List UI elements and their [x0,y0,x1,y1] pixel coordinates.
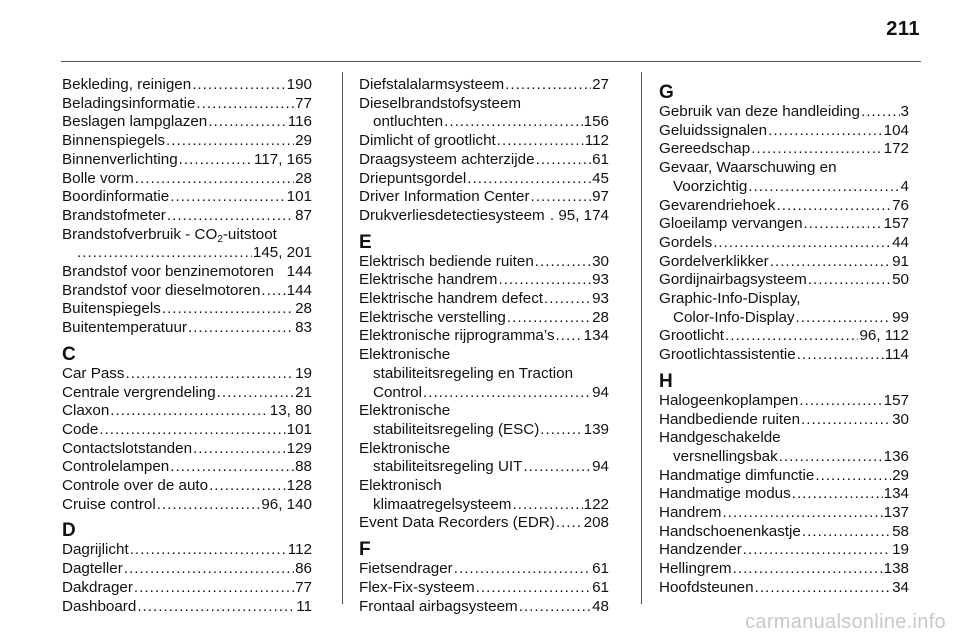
leader-dots [770,253,891,272]
index-column-3 [659,76,909,598]
entry-term: Beladingsinformatie [62,94,196,112]
entry-term: Gordijnairbagsysteem [659,271,807,289]
index-entry [62,421,312,440]
entry-term: Dagteller [62,560,123,578]
index-entry [62,458,312,477]
leader-dots [162,300,294,319]
entry-term: ontluchten [373,113,444,131]
entry-page-ref: 77 [295,578,312,596]
index-entry [62,207,312,226]
index-entry [62,300,312,319]
index-entry [62,440,312,459]
entry-page-ref: 29 [892,466,909,484]
entry-page-ref: 11 [296,597,312,615]
entry-page-ref: 190 [286,76,312,93]
index-entry [359,477,609,514]
entry-term: Elektrisch bediende ruiten [359,252,534,270]
entry-page-ref: 93 [592,271,609,289]
entry-page-ref: 30 [892,410,909,428]
leader-dots [755,579,892,598]
leader-dots [777,197,892,216]
index-column-1 [62,76,312,616]
entry-page-ref: 30 [592,252,609,270]
index-entry [359,151,609,170]
leader-dots [261,282,285,301]
index-entry [659,485,909,504]
entry-page-ref: 139 [583,420,609,438]
index-entry [62,598,312,617]
entry-term: Grootlicht [659,327,724,345]
entry-term: Elektrische handrem defect [359,290,544,308]
entry-term: Elektrische verstelling [359,308,506,326]
entry-page-ref: 21 [295,383,312,401]
leader-dots [188,319,294,338]
leader-dots [751,140,882,159]
header-divider [61,61,921,62]
leader-dots [166,132,294,151]
entry-term: Control [373,383,422,401]
entry-page-ref: 128 [286,477,312,495]
entry-term: Brandstofmeter [62,206,166,224]
index-section [359,540,609,616]
index-entry [659,253,909,272]
leader-dots [792,485,883,504]
entry-term: Halogeenkoplampen [659,391,799,409]
entry-term: Color-Info-Display [673,308,795,326]
entry-page-ref: 87 [295,206,312,224]
entry-term: Handrem [659,504,722,522]
page-number: 211 [886,18,920,40]
entry-page-ref: 172 [883,140,909,158]
entry-page-ref: 101 [286,188,312,206]
leader-dots [157,496,261,515]
index-entry [659,215,909,234]
entry-page-ref: 117, 165 [254,150,312,168]
index-entry [659,560,909,579]
entry-term: versnellingsbak [673,447,778,465]
index-entry [359,560,609,579]
entry-page-ref: 138 [883,560,909,578]
leader-dots [861,103,900,122]
leader-dots [797,346,884,365]
entry-term: Handbediende ruiten [659,410,801,428]
leader-dots [125,365,294,384]
index-entry [62,477,312,496]
index-entry [359,402,609,439]
index-entry [359,346,609,402]
leader-dots [536,151,592,170]
index-entry [62,541,312,560]
index-entry [659,523,909,542]
entry-term: Binnenspiegels [62,132,166,150]
entry-page-ref: 45 [592,169,609,187]
leader-dots [725,327,858,346]
entry-term: Buitenspiegels [62,300,161,318]
section-letter: G [659,82,674,103]
section-letter: F [359,539,371,561]
entry-term: Dimlicht of grootlicht [359,132,496,150]
leader-dots [748,178,899,197]
entry-page-ref: 94 [592,458,609,476]
entry-page-ref: 13, 80 [269,402,312,420]
entry-page-ref: . 95, 174 [549,206,609,224]
leader-dots [135,170,294,189]
section-letter: E [359,231,372,253]
index-entry [62,496,312,515]
leader-dots [535,253,591,272]
entry-term: Elektrische handrem [359,271,498,289]
entry-term: Geluidssignalen [659,121,768,139]
section-letter: H [659,370,673,392]
index-entry [659,159,909,196]
leader-dots [743,541,891,560]
index-entry [659,541,909,560]
leader-dots [193,440,286,459]
entry-page-ref: 134 [883,485,909,503]
index-entry [359,579,609,598]
entry-page-ref: 88 [295,458,312,476]
index-entry [659,429,909,466]
entry-term: Gereedschap [659,140,751,158]
index-entry [659,234,909,253]
entry-term: Diefstalalarmsysteem [359,76,505,93]
entry-page-ref: 96, 140 [261,495,312,513]
leader-dots [540,421,582,440]
leader-dots [556,327,583,346]
entry-term: Beslagen lampglazen [62,113,208,131]
entry-term: stabiliteitsregeling en Traction [373,364,574,382]
leader-dots [804,215,883,234]
leader-dots [137,598,295,617]
entry-page-ref: 104 [883,121,909,139]
entry-term: Centrale vergrendeling [62,383,216,401]
leader-dots [209,477,286,496]
index-entry [359,76,609,95]
entry-term: Contactslotstanden [62,439,193,457]
entry-term: Boordinformatie [62,188,170,206]
index-entry [359,95,609,132]
entry-page-ref: 61 [592,560,609,578]
index-entry [359,440,609,477]
leader-dots [505,76,591,95]
index-entry [659,392,909,411]
entry-term: Handmatige dimfunctie [659,466,815,484]
entry-page-ref: 44 [892,233,909,251]
entry-term: Brandstof voor dieselmotoren [62,281,261,299]
leader-dots [713,234,891,253]
entry-term: Event Data Recorders (EDR) [359,514,555,532]
entry-page-ref: 83 [295,319,312,337]
entry-term: Dagrijlicht [62,541,129,559]
leader-dots [768,122,883,141]
entry-page-ref: 136 [883,447,909,465]
leader-dots [808,271,891,290]
entry-term: Controlelampen [62,458,170,476]
entry-term: stabiliteitsregeling (ESC) [373,420,540,438]
index-entry [659,327,909,346]
entry-term: Brandstofverbruik - $CO_2$-uitstoot [62,225,277,245]
index-entry [659,290,909,327]
index-entry [659,122,909,141]
index-entry [62,319,312,338]
index-entry [62,151,312,170]
index-entry [62,263,312,282]
entry-page-ref: 76 [892,196,909,214]
leader-dots [815,467,891,486]
index-entry [62,170,312,189]
entry-page-ref: 19 [295,364,312,382]
index-entry [62,384,312,403]
entry-term: Cruise control [62,495,156,513]
index-entry [659,346,909,365]
leader-dots [208,113,287,132]
index-section [659,83,909,365]
index-entry [659,579,909,598]
leader-dots [423,384,591,403]
entry-page-ref: 3 [900,103,909,120]
entry-page-ref: 86 [295,560,312,578]
index-section [359,233,609,534]
entry-term: Drukverliesdetectiesysteem [359,206,545,224]
leader-dots [796,309,892,328]
entry-term: Driepuntsgordel [359,169,467,187]
entry-page-ref: 34 [892,578,909,596]
entry-term: Car Pass [62,364,125,382]
entry-page-ref: 94 [592,383,609,401]
entry-page-ref: 61 [592,578,609,596]
entry-term: Elektronische [359,346,451,364]
leader-dots [130,541,287,560]
entry-term: Gevarendriehoek [659,196,776,214]
leader-dots [519,598,591,617]
entry-term: Dieselbrandstofsysteem [359,94,522,112]
leader-dots [124,560,294,579]
section-letter: C [62,343,76,365]
entry-page-ref: 27 [592,76,609,93]
entry-term: klimaatregelsysteem [373,495,512,513]
column-divider [641,72,642,604]
entry-term: Buitentemperatuur [62,319,187,337]
entry-term: Gevaar, Waarschuwing en [659,159,837,177]
entry-term: Dashboard [62,597,137,615]
entry-page-ref: 122 [583,495,609,513]
index-entry [659,140,909,159]
entry-page-ref: 144 [286,263,312,281]
leader-dots [196,95,294,114]
entry-page-ref: 28 [295,300,312,318]
leader-dots [77,244,252,263]
index-entry [359,514,609,533]
leader-dots [497,132,584,151]
leader-dots [476,579,591,598]
index-entry [62,402,312,421]
entry-page-ref: 4 [900,177,909,195]
entry-term: Flex-Fix-systeem [359,578,475,596]
leader-dots [454,560,591,579]
leader-dots [507,309,591,328]
index-entry [62,95,312,114]
entry-term: Handzender [659,541,742,559]
entry-page-ref: 114 [884,346,909,364]
entry-term: Handmatige modus [659,485,791,503]
index-entry [359,327,609,346]
leader-dots [779,448,883,467]
leader-dots [170,188,285,207]
index-entry [659,197,909,216]
index-entry [659,504,909,523]
entry-page-ref: 61 [592,150,609,168]
entry-page-ref: 50 [892,271,909,289]
entry-term: Handschoenenkastje [659,522,801,540]
entry-term: Code [62,420,99,438]
index-entry [659,103,909,122]
index-entry [359,207,609,226]
entry-term: Grootlichtassistentie [659,346,796,364]
index-entry [62,579,312,598]
index-entry [359,309,609,328]
index-entry [62,560,312,579]
index-entry [62,226,312,263]
entry-term: Hellingrem [659,560,732,578]
entry-page-ref: 28 [592,308,609,326]
entry-term: Gordelverklikker [659,252,769,270]
index-entry [62,76,312,95]
index-section [62,76,312,338]
section-letter: D [62,520,76,542]
entry-term: Dakdrager [62,578,133,596]
index-entry [659,411,909,430]
leader-dots [110,402,268,421]
entry-term: Elektronische rijprogramma’s [359,327,555,345]
index-entry [62,365,312,384]
leader-dots [523,458,591,477]
index-entry [359,132,609,151]
entry-page-ref: 112 [584,132,609,150]
index-entry [359,271,609,290]
entry-page-ref: 96, 112 [859,327,909,345]
entry-term: Handgeschakelde [659,429,781,447]
index-entry [359,290,609,309]
leader-dots [444,113,583,132]
leader-dots [802,523,891,542]
index-entry [62,113,312,132]
entry-term: Voorzichtig [673,177,748,195]
entry-term: Binnenverlichting [62,150,178,168]
entry-term: Controle over de auto [62,477,209,495]
entry-page-ref: 156 [583,113,609,131]
leader-dots [512,496,582,515]
entry-page-ref: 28 [295,169,312,187]
leader-dots [799,392,882,411]
entry-term: Graphic-Info-Display, [659,290,801,308]
entry-term: Elektronische [359,439,451,457]
entry-term: Elektronisch [359,477,442,495]
entry-page-ref: 77 [295,94,312,112]
index-entry [359,188,609,207]
leader-dots [733,560,883,579]
entry-page-ref: 157 [883,391,909,409]
entry-term: Fietsendrager [359,560,453,578]
index-section [62,345,312,515]
entry-term: Bolle vorm [62,169,134,187]
index-entry [62,282,312,301]
entry-term: Gloeilamp vervangen [659,215,803,233]
entry-page-ref: 93 [592,290,609,308]
leader-dots [531,188,592,207]
watermark: carmanualsonline.info [745,611,946,633]
entry-page-ref: 29 [295,132,312,150]
index-section [659,372,909,598]
entry-page-ref: 91 [892,252,909,270]
entry-page-ref: 208 [583,514,609,532]
leader-dots [170,458,294,477]
entry-page-ref: 101 [286,420,312,438]
entry-page-ref: 144 [286,281,312,299]
entry-term: Hoofdsteunen [659,578,754,596]
entry-term: Driver Information Center [359,188,530,206]
index-entry [359,170,609,189]
entry-term: Elektronische [359,402,451,420]
leader-dots [134,579,294,598]
column-divider [342,72,343,604]
leader-dots [498,271,591,290]
entry-term: stabiliteitsregeling UIT [373,458,523,476]
entry-term: Claxon [62,402,110,420]
entry-term: Gebruik van deze handleiding [659,103,860,120]
leader-dots [544,290,591,309]
leader-dots [801,411,891,430]
leader-dots [192,76,285,95]
index-section [359,76,609,226]
leader-dots [722,504,882,523]
leader-dots [556,514,583,533]
entry-page-ref: 157 [883,215,909,233]
index-column-2 [359,76,609,616]
entry-term: Draagsysteem achterzijde [359,150,535,168]
entry-term: Brandstof voor benzinemotoren [62,263,274,281]
leader-dots [99,421,285,440]
entry-term: Gordels [659,233,713,251]
index-entry [659,467,909,486]
entry-term: Frontaal airbagsysteem [359,597,518,615]
leader-dots [167,207,294,226]
entry-page-ref: 112 [287,541,312,559]
entry-page-ref: 145, 201 [252,244,312,262]
index-entry [62,132,312,151]
leader-dots [467,170,591,189]
index-section [62,521,312,616]
entry-page-ref: 137 [883,504,909,522]
index-entry [359,598,609,617]
entry-page-ref: 58 [892,522,909,540]
entry-page-ref: 134 [583,327,609,345]
index-entry [62,188,312,207]
leader-dots [217,384,294,403]
entry-term: Bekleding, reinigen [62,76,192,93]
entry-page-ref: 48 [592,597,609,615]
entry-page-ref: 97 [592,188,609,206]
entry-page-ref: 19 [892,541,909,559]
index-entry [659,271,909,290]
index-entry [359,253,609,272]
entry-page-ref: 99 [892,308,909,326]
leader-dots [179,151,253,170]
entry-page-ref: 116 [287,113,312,131]
entry-page-ref: 129 [286,439,312,457]
